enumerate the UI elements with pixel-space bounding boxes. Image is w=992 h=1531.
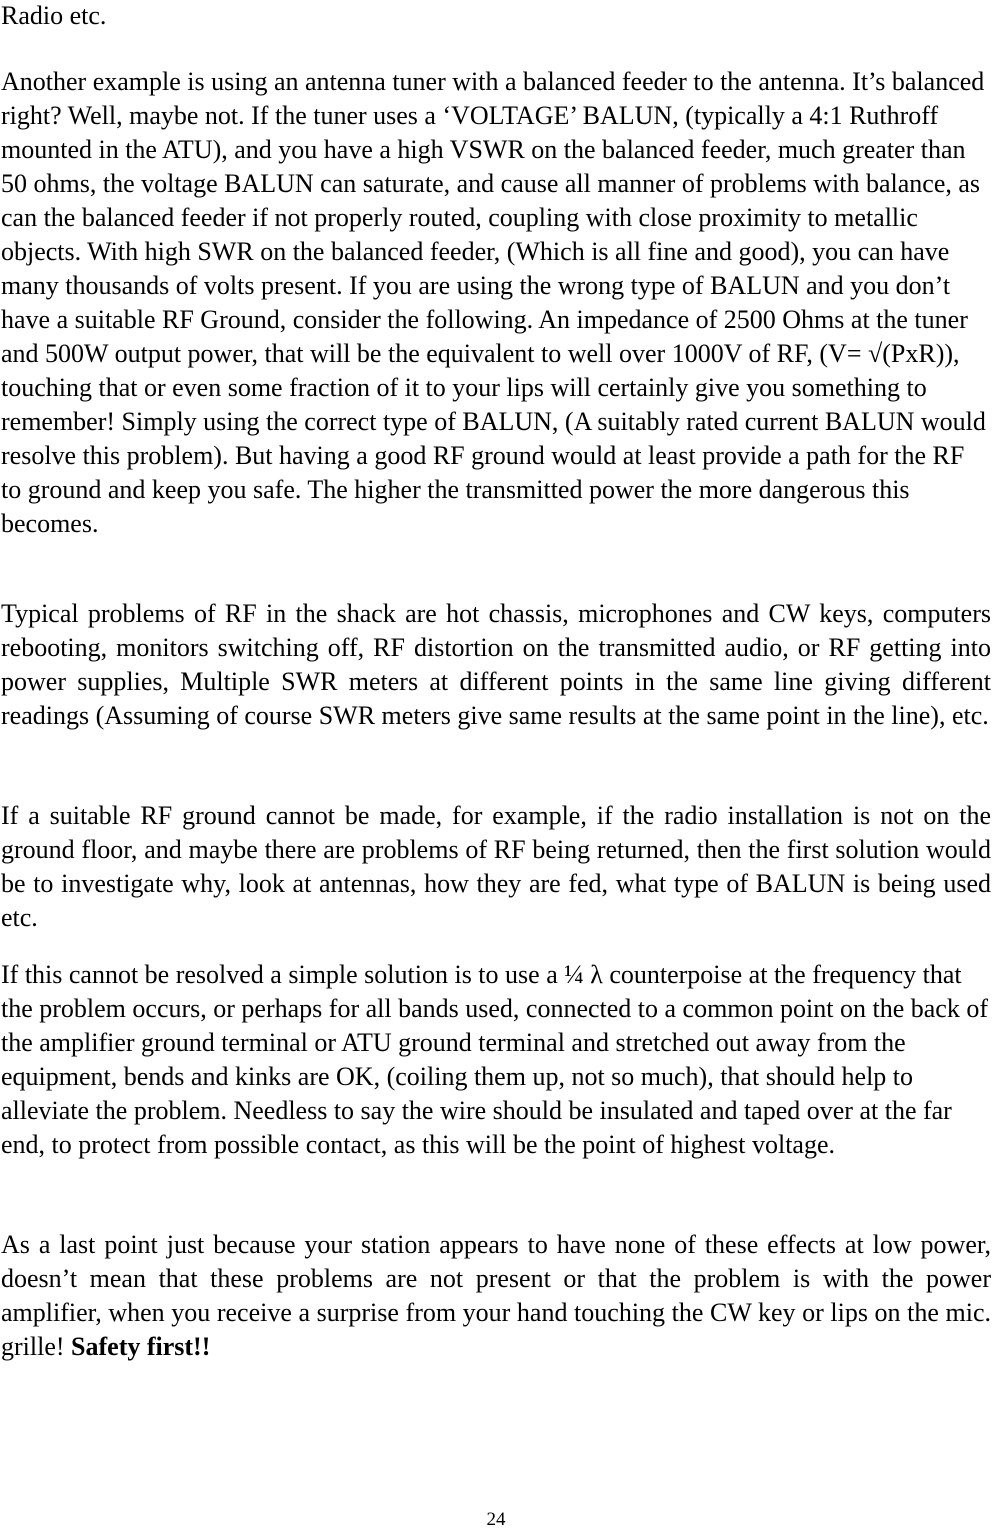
paragraph-last-point [1,1228,991,1364]
paragraph-typical-problems: Typical problems of RF in the shack are hot chassis, microphones and CW keys, computers rebooting, monitors switching off, RF distortion on the transmitted audio, or RF getting into power supplies, Multiple SWR meters at different points in the same line giving different readings (Assuming of course SWR meters give same results at the same point in the line), etc. [1,599,991,730]
paragraph-antenna-tuner: Another example is using an antenna tuner with a balanced feeder to the antenna. It’s balanced right? Well, maybe not. If the tuner uses a ‘VOLTAGE’ BALUN, (typically a 4:1 Ruthroff mounted in the ATU), and you have a high VSWR on the balanced feeder, much greater than 50 ohms, the voltage BALUN can saturate, and cause all manner of problems with balance, as can the balanced feeder if not properly routed, coupling with close proximity to metallic objects. With high SWR on the balanced feeder, (Which is all fine and good), you can have many thousands of volts present. If you are using the wrong type of BALUN and you don’t have a suitable RF Ground, consider the following. An impedance of 2500 Ohms at the tuner and 500W output power, that will be the equivalent to well over 1000V of RF, (V= √(PxR)), touching that or even some fraction of it to your lips will certainly give you something to remember! Simply using the correct type of BALUN, (A suitably rated current BALUN would resolve this problem). But having a good RF ground would at least provide a path for the RF to ground and keep you safe. The higher the transmitted power the more dangerous this becomes. [1,67,986,538]
safety-first-text: Safety first!! [71,1332,211,1361]
paragraph-radio: Radio etc. [1,1,107,30]
paragraph-counterpoise: If this cannot be resolved a simple solution is to use a ¼ λ counterpoise at the frequency that the problem occurs, or perhaps for all bands used, connected to a common point on the back of the amplifier ground terminal or ATU ground terminal and stretched out away from the equipment, bends and kinks are OK, (coiling them up, not so much), that should help to alleviate the problem. Needless to say the wire should be insulated and taped over at the far end, to protect from possible contact, as this will be the point of highest voltage. [1,960,988,1159]
last-point-text: As a last point just because your station appears to have none of these effects at low power, doesn’t mean that these problems are not present or that the problem is with the power amplifier, when you receive a surprise from your hand touching the CW key or lips on the mic. grille! [1,1230,991,1361]
paragraph-rf-ground: If a suitable RF ground cannot be made, for example, if the radio installation is not on the ground floor, and maybe there are problems of RF being returned, then the first solution would be to investigate why, look at antennas, how they are fed, what type of BALUN is being used etc. [1,801,991,932]
page-number: 24 [486,1509,506,1530]
